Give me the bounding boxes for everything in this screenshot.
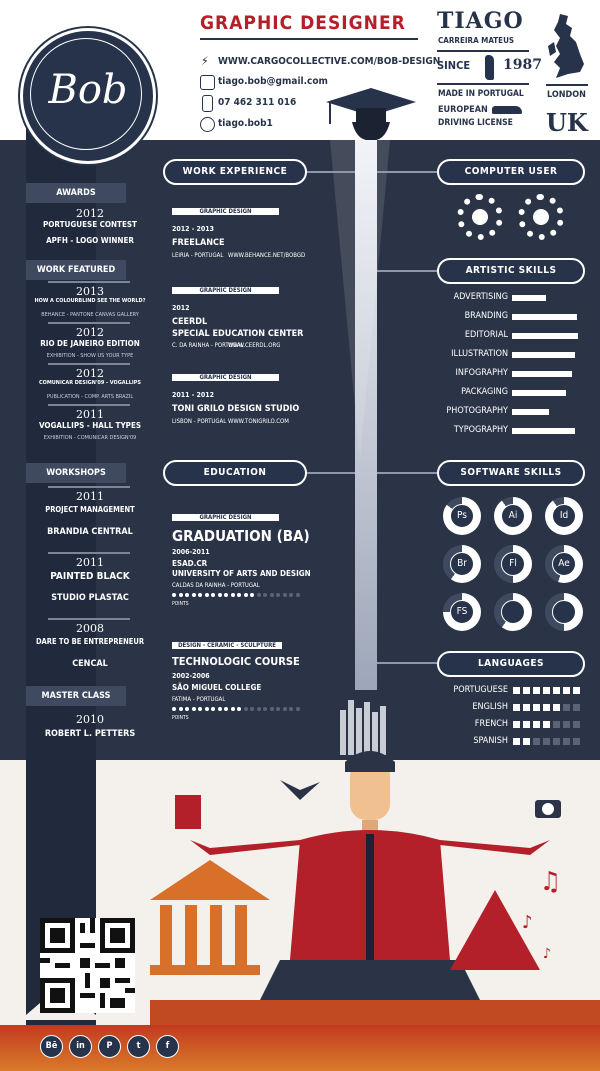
work-title: HOW A COLOURBLIND SEE THE WORLD? <box>34 298 146 304</box>
education-dates: 2006-2011 <box>172 548 210 556</box>
points-dot <box>205 707 209 711</box>
language-level-square <box>563 721 570 728</box>
points-dot <box>283 707 287 711</box>
job-tag: GRAPHIC DESIGN <box>172 374 279 381</box>
skill-bar <box>512 409 549 415</box>
points-dot <box>289 593 293 597</box>
job-dates: 2012 <box>172 304 190 312</box>
language-level-square <box>563 704 570 711</box>
skill-bar <box>512 390 566 396</box>
job-place: LISBON - PORTUGAL <box>172 418 227 425</box>
workshop-title: PAINTED BLACK <box>50 571 130 582</box>
software-icon-inner <box>552 600 576 624</box>
language-level-square <box>513 687 520 694</box>
language-level-square <box>533 738 540 745</box>
apple-icon <box>457 194 503 240</box>
job-company: FREELANCE <box>172 238 225 248</box>
language-level-square <box>513 721 520 728</box>
job-company: CEERDL <box>172 317 208 327</box>
made-in: MADE IN PORTUGAL <box>438 89 524 99</box>
school-2: UNIVERSITY OF ARTS AND DESIGN <box>172 569 311 578</box>
language-level-square <box>553 738 560 745</box>
skill-name: BRANDING <box>464 311 508 321</box>
work-title: COMUNICAR DESIGN'09 - VOGALLIPS <box>39 380 141 386</box>
country: UK <box>546 108 588 137</box>
separator <box>48 552 130 554</box>
separator <box>48 281 130 283</box>
points-dot <box>172 707 176 711</box>
points-dot <box>179 707 183 711</box>
designer-illustration <box>150 700 600 1034</box>
job-company: TONI GRILO DESIGN STUDIO <box>172 404 300 414</box>
language-name: FRENCH <box>474 719 508 729</box>
points-dot <box>224 707 228 711</box>
language-level-square <box>563 738 570 745</box>
work-experience-heading: WORK EXPERIENCE <box>163 159 307 185</box>
logo-badge <box>20 28 156 164</box>
social-icon-3[interactable]: t <box>127 1035 150 1058</box>
software-app-icon <box>545 593 583 631</box>
logo-text: Bob <box>48 67 128 113</box>
skill-name: ADVERTISING <box>453 292 508 302</box>
light-beam <box>330 140 390 460</box>
language-level-square <box>523 721 530 728</box>
software-icon-inner: FS <box>450 600 474 624</box>
job-tag: GRAPHIC DESIGN <box>172 208 279 215</box>
language-level-square <box>573 721 580 728</box>
work-year: 2012 <box>76 367 104 380</box>
rule <box>437 50 529 52</box>
phone-icon <box>202 95 213 112</box>
language-level-square <box>523 738 530 745</box>
language-name: ENGLISH <box>472 702 508 712</box>
education-place: CALDAS DA RAINHA - PORTUGAL <box>172 582 260 589</box>
website-link[interactable]: WWW.CARGOCOLLECTIVE.COM/BOB-DESIGN <box>218 56 441 67</box>
education-tag: DESIGN - CERAMIC - SCULPTURE <box>172 642 282 649</box>
language-level-square <box>523 687 530 694</box>
software-ai-icon <box>494 497 532 535</box>
award-title: PORTUGUESE CONTEST <box>43 220 137 229</box>
job-place: C. DA RAINHA - PORTUGAL <box>172 342 244 349</box>
svg-text:♪: ♪ <box>522 912 533 933</box>
language-name: PORTUGUESE <box>453 685 508 695</box>
language-level-square <box>573 687 580 694</box>
language-level-square <box>533 721 540 728</box>
points-dot <box>244 593 248 597</box>
workshop-detail: STUDIO PLASTAC <box>51 593 129 603</box>
skill-name: PHOTOGRAPHY <box>446 406 508 416</box>
software-id-icon <box>545 497 583 535</box>
points-dot <box>289 707 293 711</box>
skill-bar <box>512 352 575 358</box>
workshop-year: 2011 <box>76 490 104 503</box>
points-dot <box>185 707 189 711</box>
job-url[interactable]: WWW.CEERDL.ORG <box>228 342 281 349</box>
connector <box>300 472 355 474</box>
title-rule <box>200 38 418 40</box>
points-label: POINTS <box>172 601 189 607</box>
work-featured-heading: WORK FEATURED <box>26 260 126 280</box>
languages-heading: LANGUAGES <box>437 651 585 677</box>
software-icon-inner: Br <box>450 552 474 576</box>
skill-name: PACKAGING <box>461 387 508 397</box>
school: ESAD.CR <box>172 559 208 568</box>
separator <box>48 322 130 324</box>
software-fl-icon <box>494 545 532 583</box>
education-place: FATIMA - PORTUGAL <box>172 696 226 703</box>
since-year: 1987 <box>503 57 542 73</box>
skill-name: INFOGRAPHY <box>455 368 508 378</box>
language-name: SPANISH <box>473 736 508 746</box>
workshop-detail: BRANDIA CENTRAL <box>47 527 133 537</box>
email-icon <box>200 75 215 90</box>
master-title: ROBERT L. PETTERS <box>44 729 136 739</box>
education-dates: 2002-2006 <box>172 672 210 680</box>
rule <box>546 84 588 86</box>
artistic-skills-heading: ARTISTIC SKILLS <box>437 258 585 284</box>
points-dot <box>205 593 209 597</box>
skill-bar <box>512 371 572 377</box>
computer-user-heading: COMPUTER USER <box>437 159 585 185</box>
work-year: 2012 <box>76 326 104 339</box>
workshop-title: DARE TO BE ENTREPRENEUR <box>35 637 145 646</box>
language-level-square <box>563 687 570 694</box>
points-label: POINTS <box>172 715 189 721</box>
workshop-year: 2011 <box>76 556 104 569</box>
workshop-detail: CENCAL <box>72 659 108 669</box>
points-dot <box>172 593 176 597</box>
social-icon-1[interactable]: in <box>69 1035 92 1058</box>
master-year: 2010 <box>76 713 104 726</box>
points-dot <box>270 593 274 597</box>
software-icon-inner: Ai <box>501 504 525 528</box>
skill-bar <box>512 314 577 320</box>
surname: CARREIRA MATEUS <box>438 36 515 45</box>
degree: GRADUATION (BA) <box>172 527 310 545</box>
svg-text:♫: ♫ <box>540 867 561 897</box>
connector <box>300 171 355 173</box>
workshops-heading: WORKSHOPS <box>26 463 126 483</box>
car-icon <box>492 106 522 114</box>
points-dot <box>296 593 300 597</box>
connector <box>377 171 437 173</box>
language-level-square <box>523 704 530 711</box>
separator <box>48 404 130 406</box>
job-url[interactable]: WWW.TONIGRILO.COM <box>228 418 289 425</box>
language-level-square <box>553 687 560 694</box>
software-ae-icon <box>545 545 583 583</box>
connector <box>377 270 437 272</box>
software-fs-icon <box>443 593 481 631</box>
rule <box>437 83 529 85</box>
language-level-square <box>513 738 520 745</box>
workshop-year: 2008 <box>76 622 104 635</box>
since-label: SINCE <box>437 59 471 72</box>
points-dot <box>198 593 202 597</box>
points-dot <box>218 707 222 711</box>
work-detail: EXHIBITION - COMUNICAR DESIGN'09 <box>43 435 137 441</box>
license-line-2: DRIVING LICENSE <box>438 118 513 128</box>
work-year: 2013 <box>76 285 104 298</box>
education-heading: EDUCATION <box>163 460 307 486</box>
skill-bar <box>512 428 575 434</box>
language-level-square <box>533 687 540 694</box>
points-dot <box>198 707 202 711</box>
qr-code[interactable] <box>40 918 135 1013</box>
job-tag: GRAPHIC DESIGN <box>172 287 279 294</box>
skill-bar <box>512 295 546 301</box>
software-icon-inner: Id <box>552 504 576 528</box>
language-level-square <box>543 721 550 728</box>
points-dot <box>257 593 261 597</box>
skill-bar <box>512 333 578 339</box>
points-dot <box>276 707 280 711</box>
software-icon-inner: Ae <box>552 552 576 576</box>
awards-heading: AWARDS <box>26 183 126 203</box>
job-place: LEIRIA - PORTUGAL <box>172 252 224 259</box>
skill-name: TYPOGRAPHY <box>453 425 508 435</box>
points-dot <box>192 593 196 597</box>
skill-name: ILLUSTRATION <box>451 349 508 359</box>
separator <box>48 363 130 365</box>
ribbon-edge <box>26 1020 96 1025</box>
points-dot <box>231 593 235 597</box>
points-dot <box>250 593 254 597</box>
social-icon-2[interactable]: P <box>98 1035 121 1058</box>
workshop-title: PROJECT MANAGEMENT <box>45 505 135 514</box>
language-level-square <box>543 687 550 694</box>
svg-text:♪: ♪ <box>543 946 552 962</box>
points-dot <box>185 593 189 597</box>
language-level-square <box>513 704 520 711</box>
work-title: VOGALLIPS - HALL TYPES <box>38 421 142 430</box>
points-dot <box>270 707 274 711</box>
job-dates: 2011 - 2012 <box>172 391 215 399</box>
uk-map-icon <box>546 12 586 80</box>
social-icon-0[interactable]: Bē <box>40 1035 63 1058</box>
school: SÃO MIGUEL COLLEGE <box>172 683 262 692</box>
job-company-2: SPECIAL EDUCATION CENTER <box>172 329 304 339</box>
job-url[interactable]: WWW.BEHANCE.NET/BOBGD <box>228 252 306 259</box>
language-level-square <box>573 704 580 711</box>
language-level-square <box>543 704 550 711</box>
work-detail: PUBLICATION - COMP. ARTS BRAZIL <box>46 394 134 400</box>
points-dot <box>296 707 300 711</box>
software-app-icon <box>494 593 532 631</box>
name: TIAGO <box>437 8 524 34</box>
connector <box>377 472 437 474</box>
points-dot <box>276 593 280 597</box>
separator <box>48 486 130 488</box>
education-tag: GRAPHIC DESIGN <box>172 514 279 521</box>
software-icon-inner: Ps <box>450 504 474 528</box>
portugal-map-icon <box>485 55 494 80</box>
points-dot <box>237 707 241 711</box>
points-dot <box>211 707 215 711</box>
work-detail: BEHANCE - PANTONE CANVAS GALLERY <box>41 312 139 318</box>
points-dot <box>192 707 196 711</box>
points-dot <box>257 707 261 711</box>
work-detail: EXHIBITION - SHOW US YOUR TYPE <box>46 353 134 359</box>
points-dot <box>283 593 287 597</box>
license-line-1: EUROPEAN <box>438 105 488 115</box>
master-class-heading: MASTER CLASS <box>26 686 126 706</box>
connector <box>377 662 437 664</box>
email-link[interactable]: tiago.bob@gmail.com <box>218 76 328 87</box>
language-level-square <box>543 738 550 745</box>
work-title: RIO DE JANEIRO EDITION <box>40 339 140 348</box>
points-dot <box>244 707 248 711</box>
skype-handle: tiago.bob1 <box>218 118 273 129</box>
points-dot <box>263 707 267 711</box>
social-icon-4[interactable]: f <box>156 1035 179 1058</box>
software-ps-icon <box>443 497 481 535</box>
job-title: GRAPHIC DESIGNER <box>200 12 406 34</box>
points-dot <box>224 593 228 597</box>
work-year: 2011 <box>76 408 104 421</box>
language-level-square <box>533 704 540 711</box>
points-dot <box>250 707 254 711</box>
windows-icon <box>518 194 564 240</box>
points-dot <box>211 593 215 597</box>
software-icon-inner: Fl <box>501 552 525 576</box>
software-icon-inner <box>501 600 525 624</box>
web-icon: ⚡ <box>201 54 209 68</box>
skype-icon <box>200 117 215 132</box>
skill-name: EDITORIAL <box>464 330 508 340</box>
language-level-square <box>553 721 560 728</box>
language-level-square <box>553 704 560 711</box>
language-level-square <box>573 738 580 745</box>
points-dot <box>237 593 241 597</box>
job-dates: 2012 - 2013 <box>172 225 215 233</box>
software-br-icon <box>443 545 481 583</box>
phone-number: 07 462 311 016 <box>218 97 297 108</box>
points-dot <box>231 707 235 711</box>
software-skills-heading: SOFTWARE SKILLS <box>437 460 585 486</box>
points-dot <box>263 593 267 597</box>
city: LONDON <box>547 90 586 100</box>
degree: TECHNOLOGIC COURSE <box>172 655 300 668</box>
separator <box>48 618 130 620</box>
award-detail: APFH - LOGO WINNER <box>46 236 134 245</box>
points-dot <box>218 593 222 597</box>
points-dot <box>179 593 183 597</box>
award-year: 2012 <box>76 207 104 220</box>
